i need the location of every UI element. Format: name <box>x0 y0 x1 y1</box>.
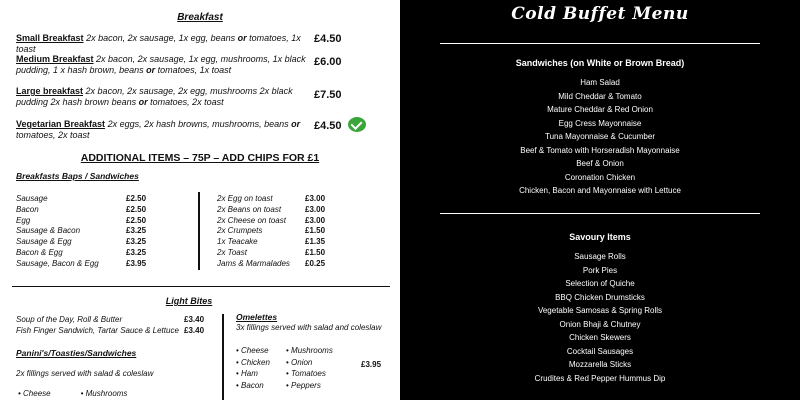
list-item: • Cheese <box>236 345 270 357</box>
list-item: 1x Teacake £1.35 <box>217 237 326 247</box>
paninis-options <box>18 389 127 398</box>
list-item: Egg £2.50 <box>16 215 147 225</box>
list-item: Sausage & Bacon £3.25 <box>16 226 147 236</box>
breakfast-name: Medium Breakfast <box>16 54 94 64</box>
list-item: Selection of Quiche <box>565 279 635 288</box>
list-item: Tuna Mayonnaise & Cucumber <box>545 132 655 141</box>
list-item: Bacon & Egg £3.25 <box>16 247 147 257</box>
list-item: Pork Pies <box>582 265 618 275</box>
list-item: 2x Beans on toast £3.00 <box>217 204 326 214</box>
cold-buffet-panel <box>400 0 800 400</box>
list-item: Crudites & Red Pepper Hummus Dip <box>534 373 666 383</box>
list-item: Vegetable Samosas & Spring Rolls <box>537 306 663 315</box>
section-divider <box>440 213 760 214</box>
breakfast-price: £7.50 <box>314 89 342 101</box>
list-item: • Tomatoes <box>286 368 333 380</box>
list-item: Beef & Tomato with Horseradish Mayonnaise <box>520 145 680 155</box>
column-divider <box>198 192 200 270</box>
breakfast-name: Vegetarian Breakfast <box>16 119 106 129</box>
breakfast-desc: 2x bacon, 2x sausage, 2x egg, mushrooms 2x black pudding 2x hash brown beans or tomatoes, 2x toast <box>16 86 293 107</box>
list-item: • Peppers <box>286 380 333 392</box>
list-item: Mature Cheddar & Red Onion <box>547 105 653 114</box>
list-item: Sausage £2.50 <box>16 194 147 203</box>
breakfast-price: £4.50 <box>314 120 342 132</box>
list-item: Coronation Chicken <box>564 172 636 182</box>
list-item: • Ham <box>236 368 270 380</box>
list-item: Onion Bhaji & Chutney <box>559 319 641 329</box>
list-item: Sausage, Bacon & Egg £3.95 <box>16 258 147 268</box>
omelettes-fillings-1 <box>236 345 270 391</box>
list-item: • Onion <box>286 357 333 369</box>
list-item: Bacon £2.50 <box>16 204 147 214</box>
list-item: Chicken, Bacon and Mayonnaise with Lettuce <box>519 186 681 195</box>
breakfast-item <box>16 86 316 108</box>
section-divider <box>440 43 760 44</box>
breakfast-price: £6.00 <box>314 56 342 68</box>
list-item: Fish Finger Sandwich, Tartar Sauce & Lettuce £3.40 <box>16 326 205 335</box>
breakfast-price: £4.50 <box>314 33 342 45</box>
list-item: Soup of the Day, Roll & Butter £3.40 <box>16 315 205 324</box>
section-divider <box>12 286 390 287</box>
list-item: Chicken Skewers <box>569 333 631 342</box>
light-bites-heading: Light Bites <box>165 296 213 306</box>
list-item: Cocktail Sausages <box>566 346 634 356</box>
breakfast-item <box>16 119 316 141</box>
list-item: • Mushrooms <box>80 389 128 398</box>
list-item: 2x Egg on toast £3.00 <box>217 194 326 203</box>
column-divider <box>222 314 224 400</box>
baps-list <box>16 194 146 270</box>
breakfast-desc: 2x bacon, 2x sausage, 1x egg, beans or tomatoes, 1x toast <box>16 33 301 54</box>
breakfast-desc: 2x bacon, 2x sausage, 1x egg, mushrooms, 1x black pudding, 1 x hash brown, beans or tomatoes, 1x toast <box>16 54 306 75</box>
vegetarian-check-icon <box>348 117 366 132</box>
paninis-desc: 2x fillings served with salad & coleslaw <box>16 369 154 378</box>
list-item: 2x Cheese on toast £3.00 <box>217 215 326 225</box>
breakfast-heading: Breakfast <box>177 12 223 23</box>
breakfast-item <box>16 33 316 55</box>
omelettes-fillings-2 <box>286 345 333 391</box>
omelettes-price: £3.95 <box>361 360 382 369</box>
list-item: Mozzarella Sticks <box>568 360 632 369</box>
list-item: Sausage Rolls <box>574 252 626 261</box>
sandwiches-heading: Sandwiches (on White or Brown Bread) <box>515 58 685 68</box>
list-item: Sausage & Egg £3.25 <box>16 237 147 247</box>
list-item: • Cheese <box>18 389 51 398</box>
baps-heading: Breakfasts Baps / Sandwiches <box>16 171 139 181</box>
breakfast-item <box>16 54 316 76</box>
list-item: 2x Crumpets £1.50 <box>217 226 326 236</box>
list-item: Mild Cheddar & Tomato <box>558 91 642 101</box>
list-item: Jams & Marmalades £0.25 <box>217 258 326 268</box>
list-item: Egg Cress Mayonnaise <box>558 118 642 128</box>
list-item: BBQ Chicken Drumsticks <box>555 292 645 302</box>
breakfast-name: Small Breakfast <box>16 33 84 43</box>
list-item: Beef & Onion <box>576 159 624 168</box>
extras-list <box>217 194 325 270</box>
additional-items-heading: ADDITIONAL ITEMS – 75P – ADD CHIPS FOR £1 <box>80 152 320 164</box>
paninis-heading: Panini's/Toasties/Sandwiches <box>16 348 137 358</box>
omelettes-desc: 3x fillings served with salad and coleslaw <box>236 323 382 332</box>
buffet-title: Cold Buffet Menu <box>511 4 689 24</box>
omelettes-heading: Omelettes <box>236 312 278 322</box>
breakfast-desc: 2x eggs, 2x hash browns, mushrooms, beans or tomatoes, 2x toast <box>16 119 301 140</box>
list-item: 2x Toast £1.50 <box>217 247 326 257</box>
breakfast-name: Large breakfast <box>16 86 84 96</box>
list-item: • Chicken <box>236 357 270 369</box>
sandwiches-list <box>400 76 800 198</box>
list-item: Ham Salad <box>580 78 620 87</box>
savoury-heading: Savoury Items <box>569 232 631 242</box>
savoury-list <box>400 250 800 385</box>
list-item: • Bacon <box>236 380 270 392</box>
list-item: • Mushrooms <box>286 345 333 357</box>
